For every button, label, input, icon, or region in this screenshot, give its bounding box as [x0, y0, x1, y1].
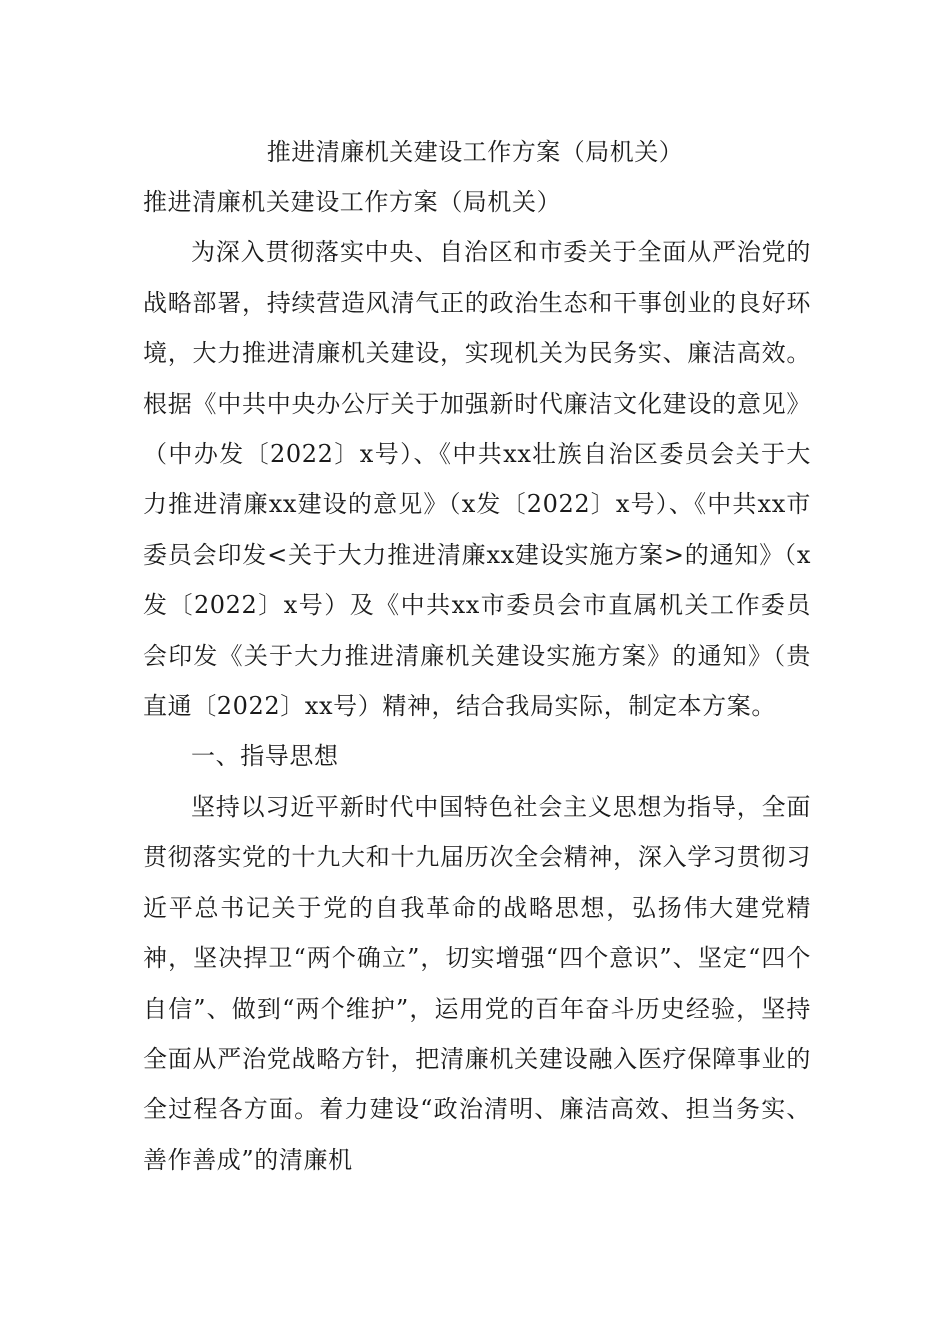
document-body	[143, 177, 811, 1185]
document-title: 推进清廉机关建设工作方案（局机关）	[266, 138, 684, 166]
document-subtitle: 推进清廉机关建设工作方案（局机关）	[143, 188, 562, 216]
section-heading-guiding-thought: 一、指导思想	[191, 742, 339, 771]
intro-paragraph: 为深入贯彻落实中央、自治区和市委关于全面从严治党的战略部署，持续营造风清气正的政治生态和干事创业的良好环境，大力推进清廉机关建设，实现机关为民务实、廉洁高效。根据《中共中央办公厅关于加强新时代廉洁文化建设的意见》（中办发〔2022〕x号）、《中共xx壮族自治区委员会关于大力推进清廉xx建设的意见》（x发〔2022〕x号）、《中共xx市委员会印发<关于大力推进清廉xx建设实施方案>的通知》（x发〔2022〕x号）及《中共xx市委员会市直属机关工作委员会印发《关于大力推进清廉机关建设实施方案》的通知》（贵直通〔2022〕xx号）精神，结合我局实际，制定本方案。	[143, 238, 811, 721]
guiding-thought-paragraph: 坚持以习近平新时代中国特色社会主义思想为指导，全面贯彻落实党的十九大和十九届历次全会精神，深入学习贯彻习近平总书记关于党的自我革命的战略思想，弘扬伟大建党精神，坚决捍卫“两个确立”，切实增强“四个意识”、坚定“四个自信”、做到“两个维护”，运用党的百年奋斗历史经验，坚持全面从严治党战略方针，把清廉机关建设融入医疗保障事业的全过程各方面。着力建设“政治清明、廉洁高效、担当务实、善作善成”的清廉机	[143, 792, 811, 1174]
